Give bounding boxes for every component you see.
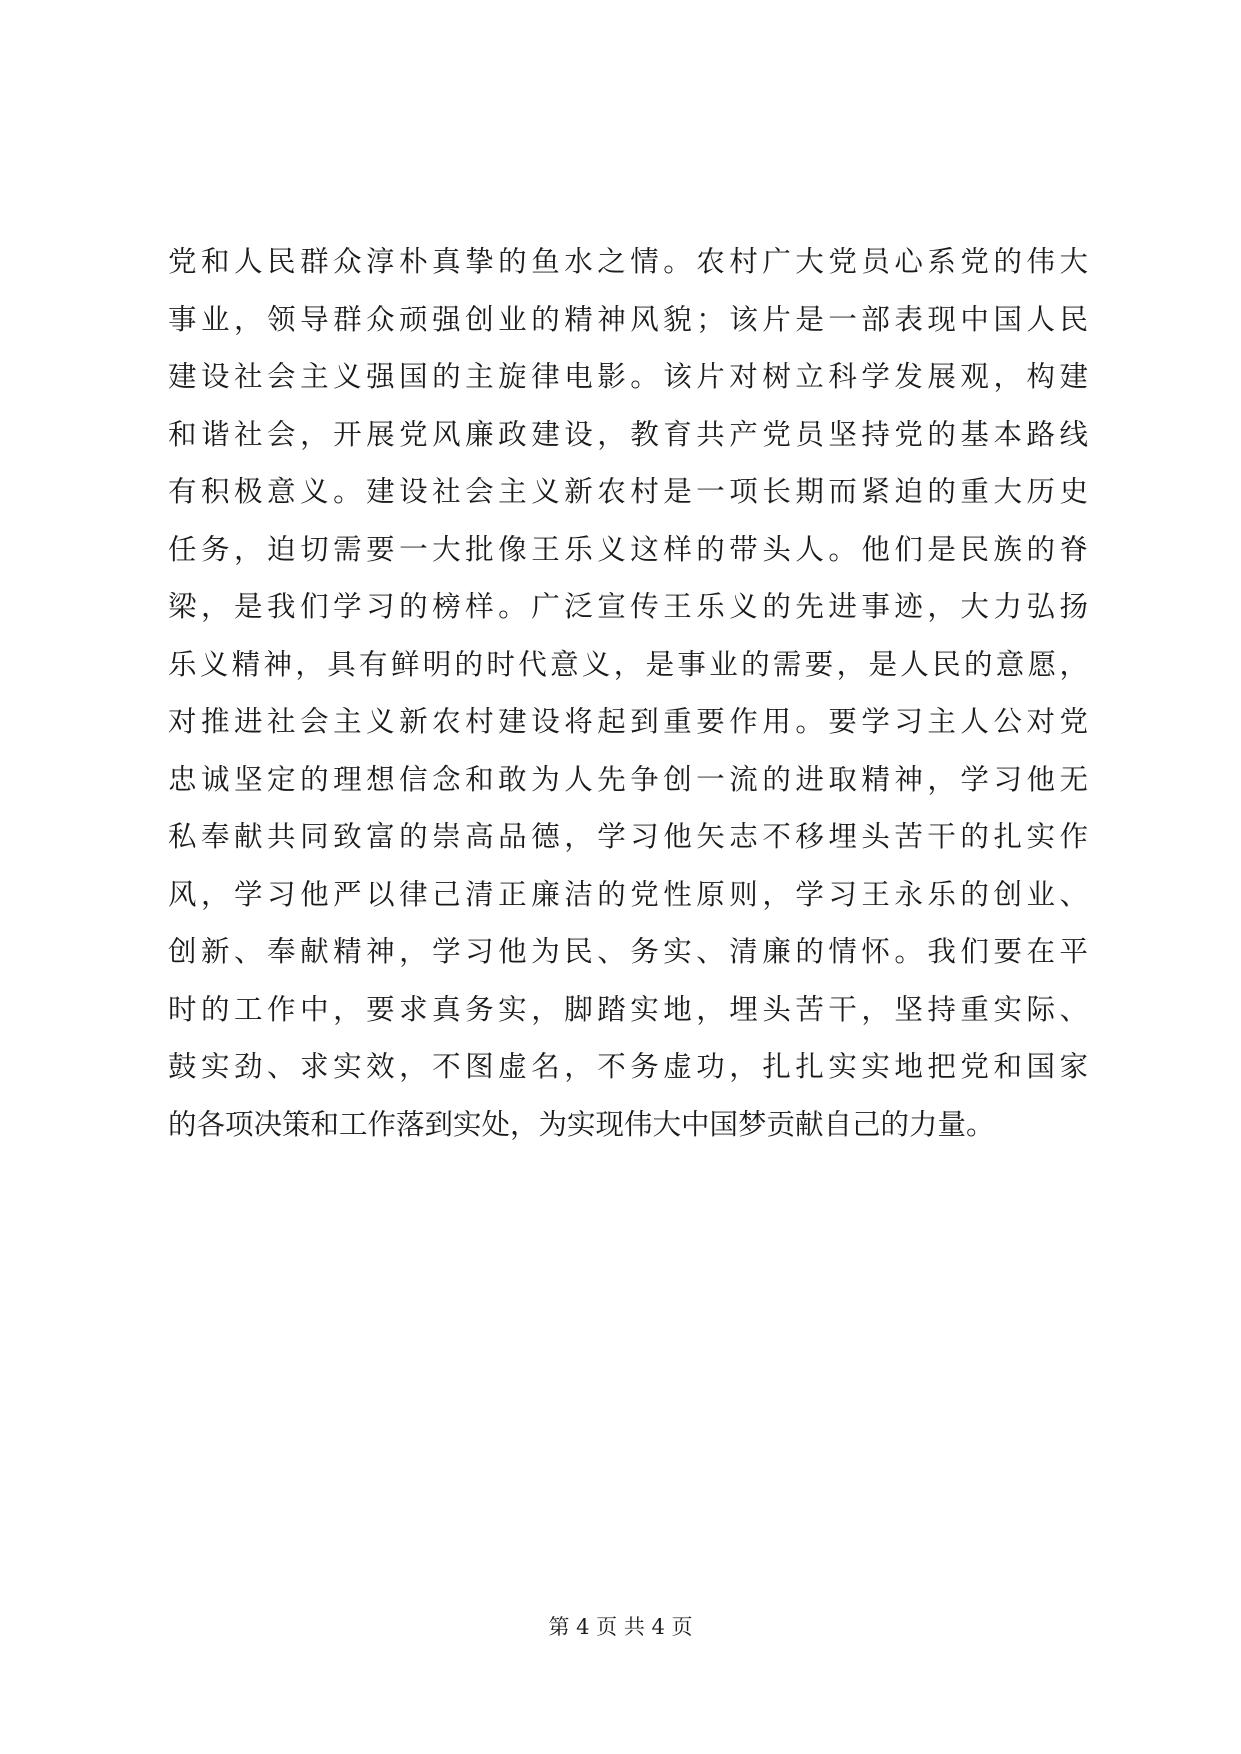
text-line: 时的工作中，要求真务实，脚踏实地，埋头苦干，坚持重实际、 — [168, 992, 1088, 1026]
text-line: 的各项决策和工作落到实处，为实现伟大中国梦贡献自己的力量。 — [168, 1107, 995, 1141]
text-line: 党和人民群众淳朴真挚的鱼水之情。农村广大党员心系党的伟大 — [168, 245, 1088, 278]
text-line: 鼓实劲、求实效，不图虚名，不务虚功，扎扎实实地把党和国家 — [168, 1050, 1088, 1083]
text-line: 梁，是我们学习的榜样。广泛宣传王乐义的先进事迹，大力弘扬 — [168, 590, 1088, 623]
page-number-footer: 第 4 页 共 4 页 — [548, 1615, 693, 1639]
text-line: 任务，迫切需要一大批像王乐义这样的带头人。他们是民族的脊 — [168, 532, 1088, 566]
text-line: 建设社会主义强国的主旋律电影。该片对树立科学发展观，构建 — [168, 360, 1088, 393]
text-line: 风，学习他严以律己清正廉洁的党性原则，学习王永乐的创业、 — [168, 877, 1088, 911]
body-text — [168, 233, 1088, 1153]
text-line: 对推进社会主义新农村建设将起到重要作用。要学习主人公对党 — [168, 705, 1088, 738]
text-line: 创新、奉献精神，学习他为民、务实、清廉的情怀。我们要在平 — [168, 935, 1088, 968]
text-line: 忠诚坚定的理想信念和敢为人先争创一流的进取精神，学习他无 — [168, 762, 1088, 796]
text-line: 和谐社会，开展党风廉政建设，教育共产党员坚持党的基本路线 — [168, 417, 1088, 451]
text-line: 私奉献共同致富的崇高品德，学习他矢志不移埋头苦干的扎实作 — [168, 820, 1088, 853]
text-line: 乐义精神，具有鲜明的时代意义，是事业的需要，是人民的意愿， — [168, 647, 1088, 681]
text-line: 事业，领导群众顽强创业的精神风貌；该片是一部表现中国人民 — [168, 302, 1088, 336]
text-line: 有积极意义。建设社会主义新农村是一项长期而紧迫的重大历史 — [168, 475, 1088, 508]
